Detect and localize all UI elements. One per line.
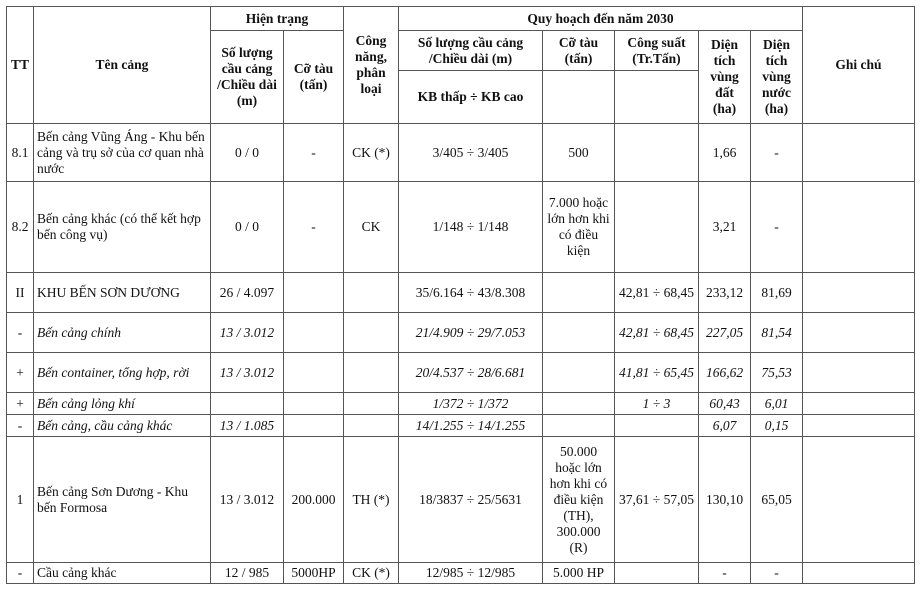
table-row: [7, 273, 915, 313]
header-note: Ghi chú: [803, 7, 915, 124]
header-water-area: Diện tích vùng nước (ha): [751, 31, 803, 124]
table-row: [7, 563, 915, 584]
header-function: Công năng, phân loại: [344, 7, 399, 124]
header-plan-berths: Số lượng cầu cảng /Chiều dài (m): [399, 31, 543, 71]
cell-note: [803, 124, 915, 182]
cell-port-name: Bến cảng Vũng Áng - Khu bến cảng và trụ sở của cơ quan nhà nước: [34, 124, 211, 182]
cell-tt: 1: [7, 437, 34, 563]
header-current-status: Hiện trạng: [211, 7, 344, 31]
cell-current-ship: [284, 393, 344, 415]
cell-capacity: [615, 415, 699, 437]
cell-water: 75,53: [751, 353, 803, 393]
cell-function: [344, 313, 399, 353]
cell-note: [803, 313, 915, 353]
cell-land: 60,43: [699, 393, 751, 415]
cell-plan-berths: 18/3837 ÷ 25/5631: [399, 437, 543, 563]
cell-plan-ship: 500: [543, 124, 615, 182]
table-row: [7, 393, 915, 415]
cell-plan-berths: 1/372 ÷ 1/372: [399, 393, 543, 415]
header-plan-2030: Quy hoạch đến năm 2030: [399, 7, 803, 31]
cell-port-name: Cầu cảng khác: [34, 563, 211, 584]
cell-function: CK (*): [344, 563, 399, 584]
cell-plan-berths: 21/4.909 ÷ 29/7.053: [399, 313, 543, 353]
cell-port-name: KHU BẾN SƠN DƯƠNG: [34, 273, 211, 313]
cell-port-name: Bến cảng Sơn Dương - Khu bến Formosa: [34, 437, 211, 563]
cell-note: [803, 182, 915, 273]
cell-capacity: 42,81 ÷ 68,45: [615, 273, 699, 313]
header-current-berths: Số lượng cầu cảng /Chiều dài (m): [211, 31, 284, 124]
cell-water: 81,54: [751, 313, 803, 353]
cell-capacity: [615, 182, 699, 273]
cell-tt: +: [7, 393, 34, 415]
cell-note: [803, 273, 915, 313]
cell-land: 166,62: [699, 353, 751, 393]
cell-water: 65,05: [751, 437, 803, 563]
cell-port-name: Bến cảng, cầu cảng khác: [34, 415, 211, 437]
cell-tt: 8.1: [7, 124, 34, 182]
cell-capacity: 1 ÷ 3: [615, 393, 699, 415]
cell-tt: 8.2: [7, 182, 34, 273]
header-tt: TT: [7, 7, 34, 124]
cell-current-berths: 13 / 3.012: [211, 353, 284, 393]
cell-water: 0,15: [751, 415, 803, 437]
cell-current-berths: 13 / 3.012: [211, 313, 284, 353]
header-port-name: Tên cảng: [34, 7, 211, 124]
cell-tt: -: [7, 563, 34, 584]
cell-current-ship: 200.000: [284, 437, 344, 563]
cell-current-berths: 0 / 0: [211, 182, 284, 273]
cell-land: 130,10: [699, 437, 751, 563]
cell-land: 3,21: [699, 182, 751, 273]
cell-current-berths: 13 / 3.012: [211, 437, 284, 563]
cell-tt: -: [7, 415, 34, 437]
cell-plan-ship: [543, 353, 615, 393]
cell-plan-berths: 1/148 ÷ 1/148: [399, 182, 543, 273]
cell-port-name: Bến cảng chính: [34, 313, 211, 353]
cell-current-ship: -: [284, 124, 344, 182]
cell-plan-berths: 35/6.164 ÷ 43/8.308: [399, 273, 543, 313]
cell-note: [803, 353, 915, 393]
table-row: [7, 437, 915, 563]
cell-function: TH (*): [344, 437, 399, 563]
cell-water: -: [751, 124, 803, 182]
cell-plan-berths: 20/4.537 ÷ 28/6.681: [399, 353, 543, 393]
cell-plan-berths: 3/405 ÷ 3/405: [399, 124, 543, 182]
cell-plan-berths: 14/1.255 ÷ 14/1.255: [399, 415, 543, 437]
cell-current-berths: 0 / 0: [211, 124, 284, 182]
cell-current-berths: [211, 393, 284, 415]
cell-plan-ship: [543, 393, 615, 415]
cell-port-name: Bến cảng khác (có thể kết hợp bến công vụ): [34, 182, 211, 273]
cell-capacity: [615, 124, 699, 182]
header-plan-berths-sub: KB thấp ÷ KB cao: [399, 71, 543, 124]
cell-function: CK (*): [344, 124, 399, 182]
cell-port-name: Bến cảng lỏng khí: [34, 393, 211, 415]
cell-current-berths: 26 / 4.097: [211, 273, 284, 313]
cell-plan-ship: 7.000 hoặc lớn hơn khi có điều kiện: [543, 182, 615, 273]
cell-capacity: 42,81 ÷ 68,45: [615, 313, 699, 353]
cell-plan-berths: 12/985 ÷ 12/985: [399, 563, 543, 584]
cell-tt: -: [7, 313, 34, 353]
table-row: [7, 353, 915, 393]
cell-plan-ship: [543, 313, 615, 353]
cell-capacity: 37,61 ÷ 57,05: [615, 437, 699, 563]
cell-current-berths: 13 / 1.085: [211, 415, 284, 437]
cell-current-ship: [284, 415, 344, 437]
cell-land: 6,07: [699, 415, 751, 437]
cell-function: [344, 353, 399, 393]
table-row: [7, 182, 915, 273]
cell-land: 1,66: [699, 124, 751, 182]
cell-function: CK: [344, 182, 399, 273]
cell-land: 233,12: [699, 273, 751, 313]
cell-water: -: [751, 563, 803, 584]
cell-current-ship: [284, 353, 344, 393]
cell-function: [344, 393, 399, 415]
cell-water: -: [751, 182, 803, 273]
cell-function: [344, 273, 399, 313]
port-planning-table: [6, 6, 915, 584]
cell-plan-ship: [543, 273, 615, 313]
cell-plan-ship: 5.000 HP: [543, 563, 615, 584]
cell-tt: II: [7, 273, 34, 313]
cell-plan-ship: [543, 415, 615, 437]
cell-note: [803, 415, 915, 437]
cell-land: 227,05: [699, 313, 751, 353]
cell-note: [803, 393, 915, 415]
cell-capacity: [615, 563, 699, 584]
cell-current-ship: [284, 313, 344, 353]
cell-current-ship: [284, 273, 344, 313]
cell-plan-ship: 50.000 hoặc lớn hơn khi có điều kiện (TH), 300.000 (R): [543, 437, 615, 563]
cell-water: 6,01: [751, 393, 803, 415]
cell-current-ship: -: [284, 182, 344, 273]
cell-port-name: Bến container, tổng hợp, rời: [34, 353, 211, 393]
cell-capacity: 41,81 ÷ 65,45: [615, 353, 699, 393]
table-row: [7, 415, 915, 437]
cell-current-berths: 12 / 985: [211, 563, 284, 584]
cell-function: [344, 415, 399, 437]
header-capacity: Công suất (Tr.Tấn): [615, 31, 699, 71]
cell-note: [803, 563, 915, 584]
cell-current-ship: 5000HP: [284, 563, 344, 584]
header-current-ship: Cỡ tàu (tấn): [284, 31, 344, 124]
table-row: [7, 124, 915, 182]
header-plan-ship: Cỡ tàu (tấn): [543, 31, 615, 71]
header-land-area: Diện tích vùng đất (ha): [699, 31, 751, 124]
cell-tt: +: [7, 353, 34, 393]
table-row: [7, 313, 915, 353]
cell-note: [803, 437, 915, 563]
cell-land: -: [699, 563, 751, 584]
cell-water: 81,69: [751, 273, 803, 313]
